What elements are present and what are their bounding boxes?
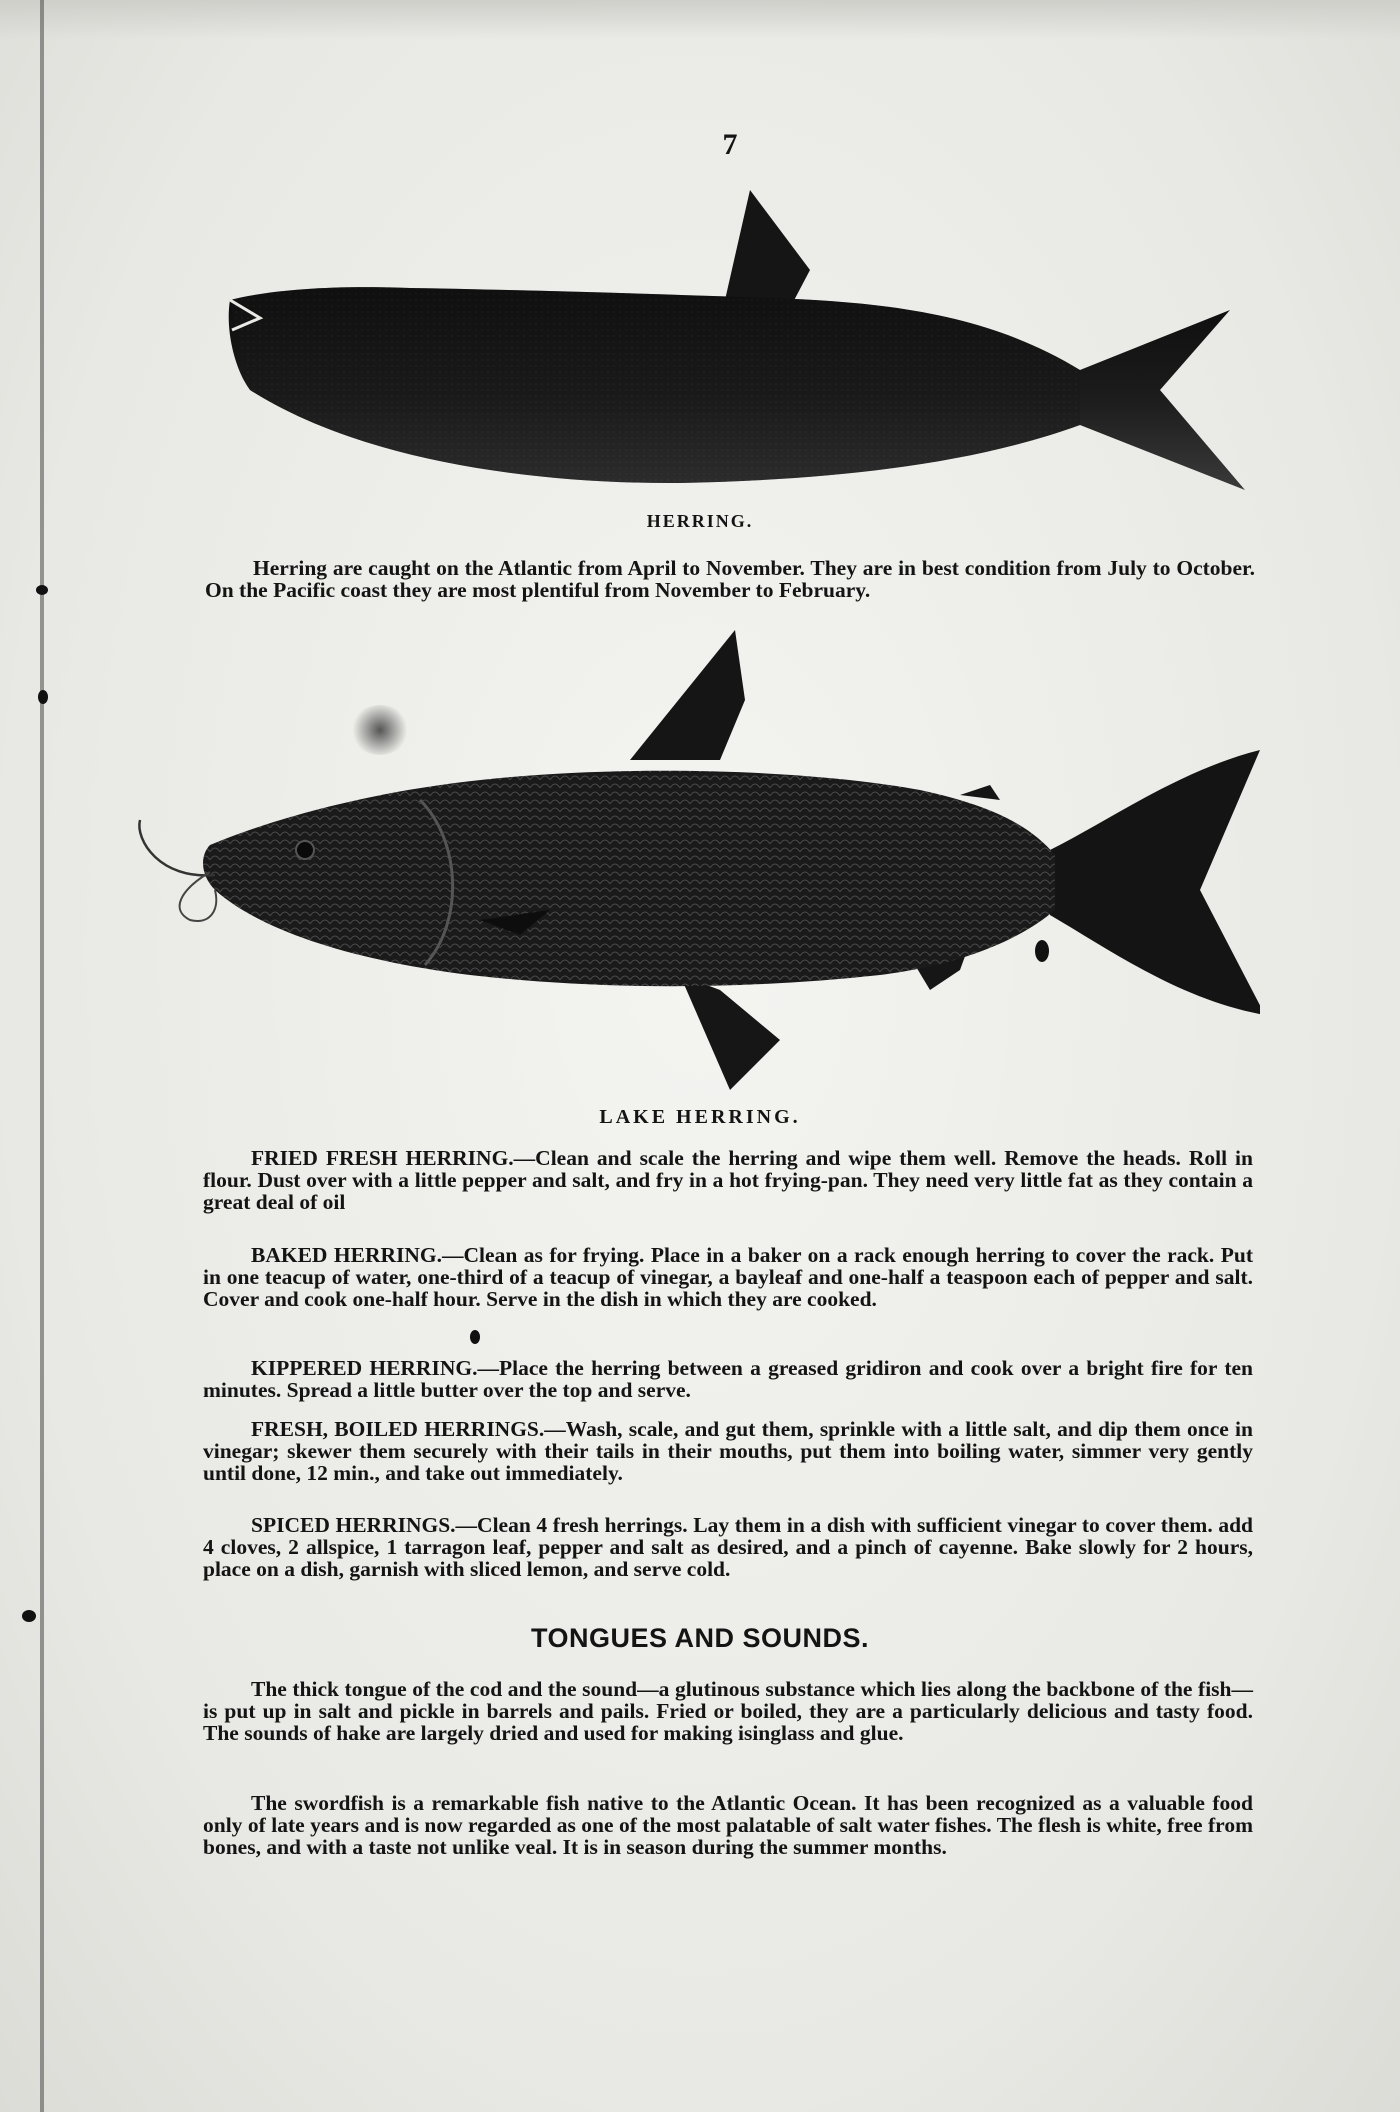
smudge [350, 705, 410, 755]
recipe-title: KIPPERED HERRING. [251, 1356, 478, 1380]
recipe-baked-herring [203, 1244, 1253, 1310]
recipe-title: SPICED HERRINGS. [251, 1513, 456, 1537]
recipe-fried-fresh-herring [203, 1147, 1253, 1213]
recipe-title: FRESH, BOILED HERRINGS. [251, 1417, 545, 1441]
page-number: 7 [722, 128, 738, 161]
lake-herring-illustration [120, 620, 1260, 1120]
recipe-kippered-herring [203, 1357, 1253, 1401]
herring-caption: HERRING. [646, 511, 754, 531]
herring-season-note: Herring are caught on the Atlantic from April to November. They are in best condition from July to October. On the Pacific coast they are most plentiful from November to February. [205, 556, 1255, 602]
herring-illustration [210, 190, 1250, 500]
recipe-body: —Clean as for frying. Place in a baker on a rack enough herring to cover the rack. Put in one teacup of water, one-third of a teacup of vinegar, a bayleaf and one-half a teaspoon each of pepper and salt. Cover and cook one-half hour. Serve in the dish in which they are cooked. [203, 1243, 1253, 1311]
ink-blot [36, 585, 48, 595]
section-heading: TONGUES AND SOUNDS. [530, 1623, 870, 1653]
recipe-title: BAKED HERRING. [251, 1243, 443, 1267]
swordfish-paragraph: The swordfish is a remarkable fish native to the Atlantic Ocean. It has been recognized as a valuable food only of late years and is now regarded as one of the most palatable of salt water fishes. The flesh is white, free from bones, and with a taste not unlike veal. It is in season during the summer months. [203, 1791, 1253, 1859]
ink-blot [1035, 940, 1049, 962]
recipe-body: —Clean 4 fresh herrings. Lay them in a dish with sufficient vinegar to cover them. add 4 cloves, 2 allspice, 1 tarragon leaf, pepper and salt as desired, and a pinch of cayenne. Bake slowly for 2 hours, place on a dish, garnish with sliced lemon, and serve cold. [203, 1513, 1253, 1581]
recipe-title: FRIED FRESH HERRING. [251, 1146, 514, 1170]
scan-binding-edge [40, 0, 44, 2112]
recipe-body: —Wash, scale, and gut them, sprinkle with a little salt, and dip them once in vinegar; skewer them securely with their tails in their mouths, put them into boiling water, simmer very gently until done, 12 min., and take out immediately. [203, 1417, 1253, 1485]
ink-blot [470, 1330, 480, 1344]
ink-blot [22, 1610, 36, 1622]
recipe-body: —Clean and scale the herring and wipe them well. Remove the heads. Roll in flour. Dust over with a little pepper and salt, and fry in a hot frying-pan. They need very little fat as they contain a great deal of oil [203, 1146, 1253, 1214]
lake-herring-caption: LAKE HERRING. [599, 1106, 801, 1128]
recipe-fresh-boiled-herrings [203, 1418, 1253, 1484]
ink-blot [38, 690, 48, 704]
tongues-and-sounds-paragraph: The thick tongue of the cod and the sound—a glutinous substance which lies along the backbone of the fish—is put up in salt and pickle in barrels and pails. Fried or boiled, they are a particularly delicious and tasty food. The sounds of hake are largely dried and used for making isinglass and glue. [203, 1677, 1253, 1745]
recipe-spiced-herrings [203, 1514, 1253, 1580]
recipe-body: —Place the herring between a greased gridiron and cook over a bright fire for ten minutes. Spread a little butter over the top and serve. [203, 1356, 1254, 1402]
scan-top-shadow [0, 0, 1400, 40]
